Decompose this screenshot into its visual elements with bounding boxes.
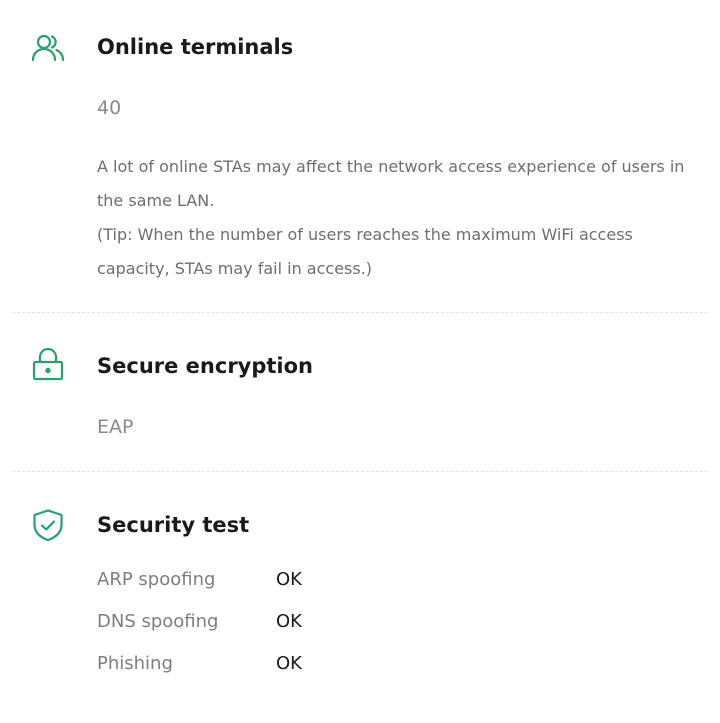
secure-encryption-title: Secure encryption (97, 354, 314, 378)
online-terminals-section (0, 0, 720, 312)
encryption-type: EAP (97, 416, 134, 438)
online-terminals-description (97, 150, 697, 286)
security-test-section (0, 472, 720, 723)
description-tip: (Tip: When the number of users reaches the maximum WiFi access capacity, STAs may fail in access.) (97, 225, 633, 278)
test-label: ARP spoofing (97, 569, 216, 590)
security-test-row-arp (97, 569, 497, 599)
test-label: Phishing (97, 653, 173, 674)
test-label: DNS spoofing (97, 611, 219, 632)
test-status: OK (276, 569, 302, 590)
security-test-row-dns (97, 611, 497, 641)
secure-encryption-section (0, 313, 720, 471)
online-terminals-title: Online terminals (97, 35, 294, 59)
lock-icon (31, 348, 65, 382)
test-status: OK (276, 611, 302, 632)
security-test-row-phishing (97, 653, 497, 683)
shield-check-icon (31, 508, 65, 542)
users-icon (31, 31, 65, 65)
online-terminals-count: 40 (97, 97, 122, 119)
description-text: A lot of online STAs may affect the network access experience of users in the same LAN. (97, 157, 685, 210)
security-test-title: Security test (97, 513, 250, 537)
test-status: OK (276, 653, 302, 674)
